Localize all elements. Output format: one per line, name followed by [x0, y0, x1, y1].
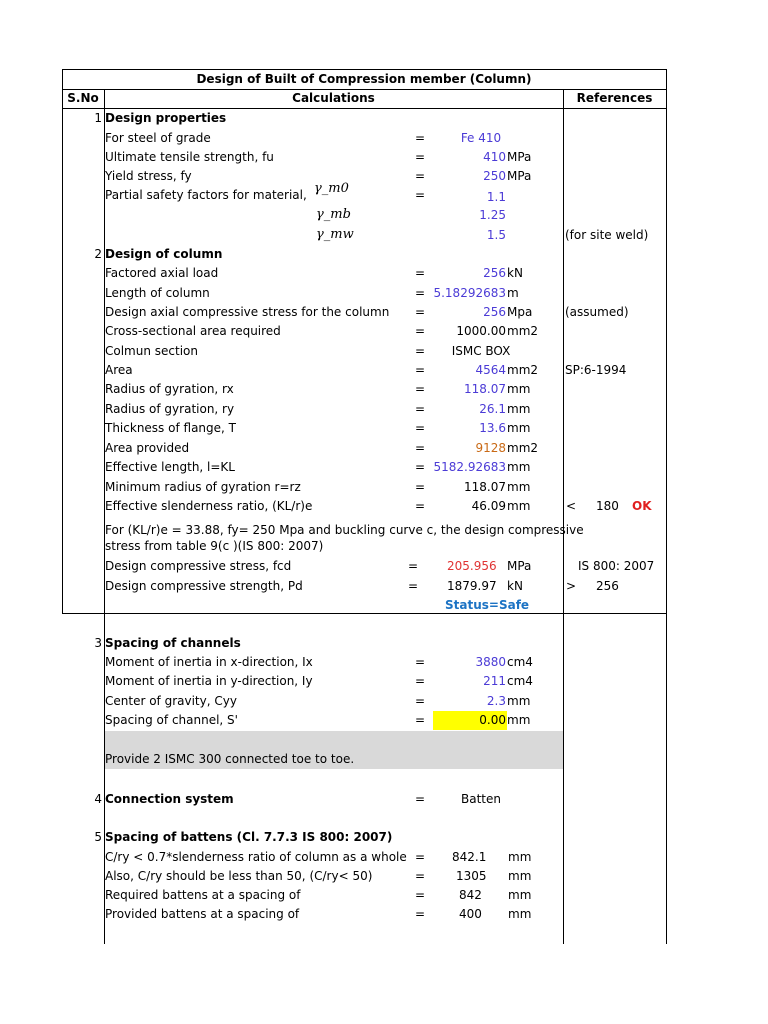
label: Minimum radius of gyration r=rz — [105, 480, 301, 494]
table-row — [0, 692, 768, 711]
greater-than-sign: > — [566, 579, 577, 593]
value: 211 — [483, 674, 506, 688]
equals: = — [414, 792, 426, 806]
equals: = — [407, 579, 419, 593]
unit: mm — [507, 713, 531, 727]
value: Batten — [461, 792, 501, 806]
unit: mm2 — [507, 363, 539, 377]
sno: 3 — [94, 636, 102, 650]
unit: kN — [507, 579, 523, 593]
value: 2.3 — [486, 694, 506, 708]
table-row — [0, 478, 768, 497]
header-calculations: Calculations — [292, 91, 375, 105]
unit: MPa — [507, 150, 532, 164]
value: 5182.92683 — [433, 460, 506, 474]
equals: = — [414, 655, 426, 669]
unit: mm — [507, 421, 531, 435]
table-row — [0, 400, 768, 419]
label: Design compressive strength, Pd — [105, 579, 303, 593]
label: Design axial compressive stress for the column — [105, 305, 390, 319]
value: 842 — [459, 888, 482, 902]
section-1-heading — [0, 109, 768, 128]
equals: = — [414, 499, 426, 513]
value: 13.6 — [479, 421, 506, 435]
gamma-m0-symbol: γ_m0 — [314, 181, 349, 196]
unit: cm4 — [507, 674, 533, 688]
table-row — [0, 497, 768, 516]
row-fu — [0, 148, 768, 167]
table-row — [0, 653, 768, 672]
label: Cross-sectional area required — [105, 324, 281, 338]
table-row — [0, 380, 768, 399]
unit: mm2 — [507, 324, 539, 338]
heading: Spacing of battens (Cl. 7.7.3 IS 800: 2007) — [105, 830, 393, 844]
equals: = — [414, 169, 426, 183]
table-row — [0, 361, 768, 380]
table-top-border — [62, 69, 667, 70]
value: 118.07 — [464, 382, 506, 396]
equals: = — [414, 131, 426, 145]
label: Also, C/ry should be less than 50, (C/ry< 50) — [105, 869, 373, 883]
value: 256 — [483, 305, 506, 319]
title-row-border — [62, 89, 667, 90]
equals: = — [414, 694, 426, 708]
sno: 5 — [94, 830, 102, 844]
value: 205.956 — [447, 559, 497, 573]
equals: = — [414, 460, 426, 474]
label: Area provided — [105, 441, 190, 455]
table-row — [0, 419, 768, 438]
value: 3880 — [475, 655, 506, 669]
gamma-mb-symbol: γ_mb — [316, 207, 351, 222]
table-row — [0, 711, 768, 730]
value: 256 — [483, 266, 506, 280]
equals: = — [414, 421, 426, 435]
header-references: References — [576, 91, 653, 105]
note-text: Provide 2 ISMC 300 connected toe to toe. — [105, 752, 355, 766]
value: 9128 — [475, 441, 506, 455]
unit: mm — [507, 499, 531, 513]
unit: cm4 — [507, 655, 533, 669]
table-row — [0, 867, 768, 886]
label: C/ry < 0.7*slenderness ratio of column as a whole — [105, 850, 407, 864]
equals: = — [414, 188, 426, 202]
equals: = — [414, 713, 426, 727]
label: Ultimate tensile strength, fu — [105, 150, 274, 164]
value: 842.1 — [452, 850, 487, 864]
equals: = — [407, 559, 419, 573]
value: 1.5 — [486, 228, 506, 242]
value: 250 — [483, 169, 506, 183]
row-status — [0, 596, 768, 615]
heading: Spacing of channels — [105, 636, 241, 650]
note-text: For (KL/r)e = 33.88, fy= 250 Mpa and buckling curve c, the design compressive — [105, 523, 584, 537]
equals: = — [414, 441, 426, 455]
table-row — [0, 284, 768, 303]
label: Center of gravity, Cyy — [105, 694, 237, 708]
label: Yield stress, fy — [105, 169, 192, 183]
row-gamma-mw — [0, 225, 768, 244]
equals: = — [414, 382, 426, 396]
heading: Connection system — [105, 792, 234, 806]
sno: 4 — [94, 792, 102, 806]
table-row — [0, 303, 768, 322]
equals: = — [414, 850, 426, 864]
section-3-heading — [0, 634, 768, 653]
equals: = — [414, 907, 426, 921]
gamma-mw-symbol: γ_mw — [316, 227, 354, 242]
slenderness-limit: 180 — [596, 499, 619, 513]
note-text: stress from table 9(c )(IS 800: 2007) — [105, 539, 324, 553]
label: For steel of grade — [105, 131, 211, 145]
equals: = — [414, 402, 426, 416]
table-row — [0, 439, 768, 458]
table-row — [0, 458, 768, 477]
table-row — [0, 342, 768, 361]
unit: mm — [507, 382, 531, 396]
unit: mm — [508, 869, 532, 883]
equals: = — [414, 266, 426, 280]
heading: Design of column — [105, 247, 223, 261]
equals: = — [414, 363, 426, 377]
label: Radius of gyration, ry — [105, 402, 235, 416]
equals: = — [414, 674, 426, 688]
sheet-title: Design of Built of Compression member (Column) — [196, 72, 532, 86]
label: Thickness of flange, T — [105, 421, 236, 435]
row-fcd — [0, 557, 768, 576]
unit: MPa — [507, 169, 532, 183]
unit: kN — [507, 266, 523, 280]
label: Effective slenderness ratio, (KL/r)e — [105, 499, 313, 513]
value: 1.1 — [486, 190, 506, 204]
value: 1.25 — [479, 208, 506, 222]
header-sno: S.No — [67, 91, 99, 105]
value: 26.1 — [479, 402, 506, 416]
equals: = — [414, 869, 426, 883]
table-row — [0, 672, 768, 691]
equals: = — [414, 150, 426, 164]
value: Fe 410 — [460, 131, 502, 145]
equals: = — [414, 286, 426, 300]
heading: Design properties — [105, 111, 227, 125]
row-fy — [0, 167, 768, 186]
value: 4564 — [475, 363, 506, 377]
equals: = — [414, 344, 426, 358]
less-than-sign: < — [566, 499, 577, 513]
label: Partial safety factors for material, — [105, 188, 307, 202]
unit: mm — [508, 850, 532, 864]
label: Factored axial load — [105, 266, 219, 280]
label: Provided battens at a spacing of — [105, 907, 300, 921]
value: 0.00 — [479, 713, 506, 727]
reference: 256 — [596, 579, 619, 593]
table-row — [0, 886, 768, 905]
provide-note — [0, 750, 768, 769]
value: 1879.97 — [447, 579, 497, 593]
sno: 1 — [94, 111, 102, 125]
label: Length of column — [105, 286, 210, 300]
reference: (for site weld) — [565, 228, 649, 242]
value: 400 — [459, 907, 482, 921]
row-gamma-mb — [0, 205, 768, 224]
reference: IS 800: 2007 — [578, 559, 655, 573]
reference: (assumed) — [565, 305, 629, 319]
value: ISMC BOX — [451, 344, 511, 358]
table-row — [0, 848, 768, 867]
value: 1305 — [456, 869, 487, 883]
row-pd — [0, 577, 768, 596]
value: 410 — [483, 150, 506, 164]
table-row — [0, 905, 768, 924]
table-row — [0, 322, 768, 341]
label: Area — [105, 363, 133, 377]
equals: = — [414, 888, 426, 902]
unit: MPa — [507, 559, 532, 573]
unit: mm — [507, 694, 531, 708]
reference: SP:6-1994 — [565, 363, 627, 377]
value: 1000.00 — [456, 324, 506, 338]
unit: mm — [507, 460, 531, 474]
ok-badge: OK — [632, 499, 652, 513]
unit: Mpa — [507, 305, 533, 319]
unit: mm — [507, 480, 531, 494]
value: 5.18292683 — [433, 286, 506, 300]
section-5-heading — [0, 828, 768, 847]
unit: mm — [507, 402, 531, 416]
label: Required battens at a spacing of — [105, 888, 301, 902]
row-grade — [0, 129, 768, 148]
value: 118.07 — [464, 480, 506, 494]
equals: = — [414, 480, 426, 494]
label: Design compressive stress, fcd — [105, 559, 292, 573]
row-partial-safety — [0, 181, 768, 205]
status-badge: Status=Safe — [445, 598, 530, 612]
equals: = — [414, 305, 426, 319]
label: Colmun section — [105, 344, 198, 358]
label: Radius of gyration, rx — [105, 382, 234, 396]
unit: mm — [508, 907, 532, 921]
sno: 2 — [94, 247, 102, 261]
section-2-heading — [0, 245, 768, 264]
note-line-2 — [0, 537, 768, 556]
section-4-heading — [0, 790, 768, 809]
unit: mm2 — [507, 441, 539, 455]
label: Effective length, l=KL — [105, 460, 235, 474]
unit: mm — [508, 888, 532, 902]
value: 46.09 — [471, 499, 506, 513]
table-row — [0, 264, 768, 283]
label: Spacing of channel, S' — [105, 713, 238, 727]
label: Moment of inertia in y-direction, Iy — [105, 674, 313, 688]
equals: = — [414, 324, 426, 338]
label: Moment of inertia in x-direction, Ix — [105, 655, 313, 669]
unit: m — [507, 286, 519, 300]
